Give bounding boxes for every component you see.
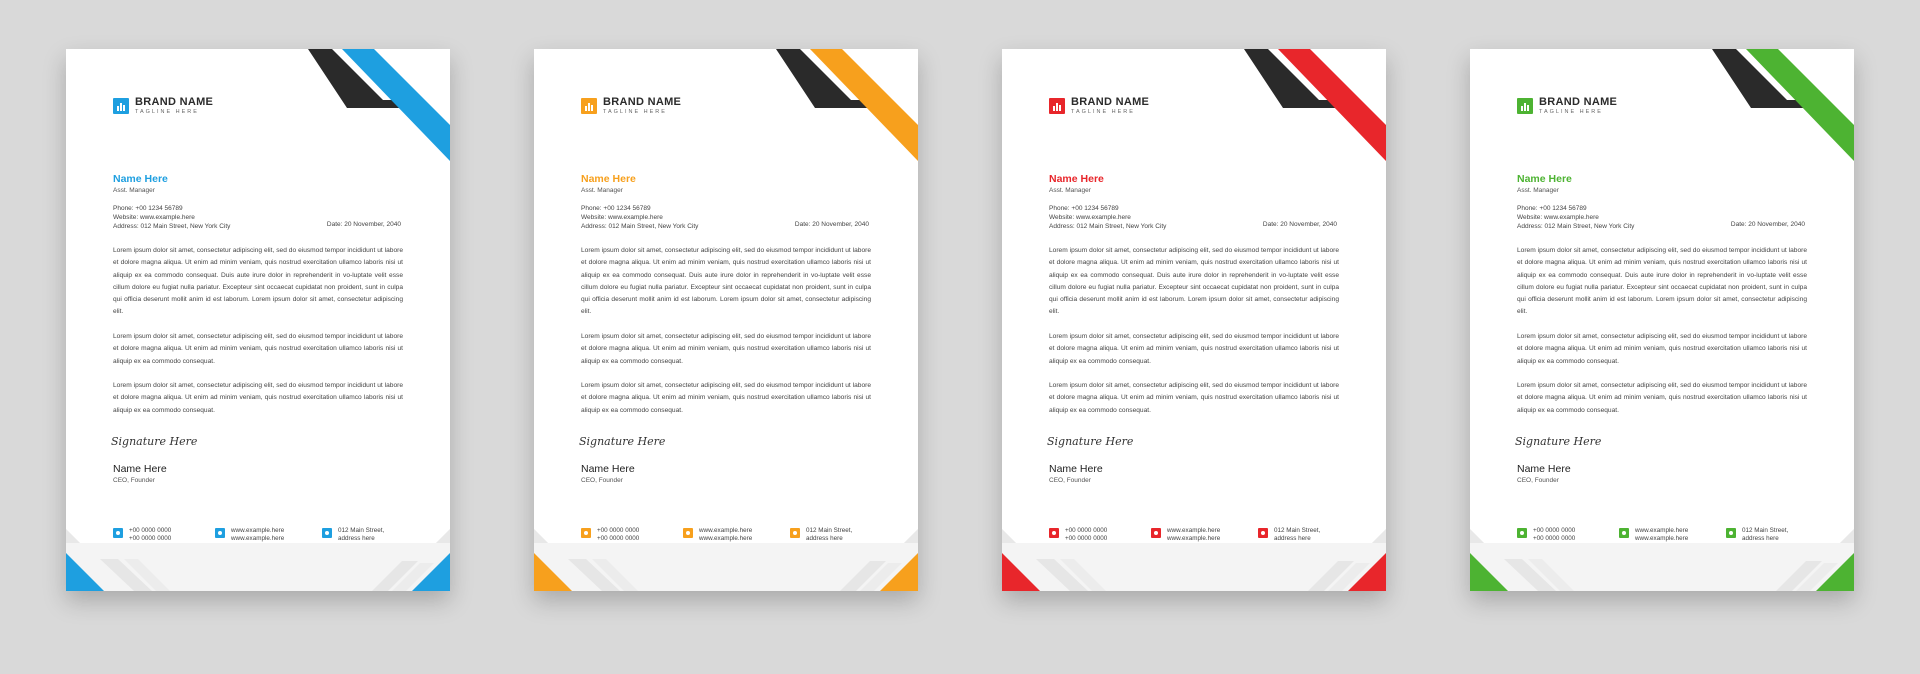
brand-block [581,97,681,116]
sender-website: Website: www.example.here [1517,214,1599,221]
signature-name: Name Here [1049,463,1103,475]
footer-web-2: www.example.here [1167,534,1221,542]
signature-role: CEO, Founder [1049,477,1091,484]
phone-icon [113,528,123,538]
sender-name: Name Here [1517,173,1572,185]
footer-web-1: www.example.here [1635,527,1689,534]
footer-phone [581,527,639,542]
footer-phone-1: +00 0000 0000 [597,527,640,534]
footer-address [1258,527,1320,542]
signature-script: Signature Here [1515,435,1602,448]
signature-role: CEO, Founder [113,477,155,484]
body-paragraph-2: Lorem ipsum dolor sit amet, consectetur adipiscing elit, sed do eiusmod tempor incididunt ut labore et dolore magna aliqua. Ut enim ad minim veniam, quis nostrud exercitation ullamco laboris nisi ut aliquip ex ea commodo consequat. [113,333,403,365]
sender-contact [1049,204,1166,231]
letter-date: Date: 20 November, 2040 [1262,221,1337,228]
footer-address-1: 012 Main Street, [1742,527,1789,534]
signature-role: CEO, Founder [581,477,623,484]
corner-decoration [290,49,450,164]
sender-website: Website: www.example.here [1049,214,1131,221]
brand-logo-icon [1049,98,1065,114]
body-paragraph-3: Lorem ipsum dolor sit amet, consectetur adipiscing elit, sed do eiusmod tempor incididunt ut labore et dolore magna aliqua. Ut enim ad minim veniam, quis nostrud exercitation ullamco laboris nisi ut aliquip ex ea commodo consequat. [1049,382,1339,414]
letter-date: Date: 20 November, 2040 [326,221,401,228]
letter-date: Date: 20 November, 2040 [794,221,869,228]
footer-phone-1: +00 0000 0000 [129,527,172,534]
footer-phone-2: +00 0000 0000 [597,534,640,542]
brand-name: BRAND NAME [1071,96,1150,108]
body-paragraph-2: Lorem ipsum dolor sit amet, consectetur adipiscing elit, sed do eiusmod tempor incididunt ut labore et dolore magna aliqua. Ut enim ad minim veniam, quis nostrud exercitation ullamco laboris nisi ut aliquip ex ea commodo consequat. [1517,333,1807,365]
footer-phone-1: +00 0000 0000 [1533,527,1576,534]
signature-script: Signature Here [579,435,666,448]
brand-tagline: TAGLINE HERE [135,109,199,115]
brand-name: BRAND NAME [603,96,682,108]
footer-address-2: address here [1742,534,1779,542]
footer-web-1: www.example.here [1167,527,1221,534]
footer-phone [113,527,171,542]
sender-phone: Phone: +00 1234 56789 [581,205,651,212]
sender-website: Website: www.example.here [581,214,663,221]
signature-name: Name Here [1517,463,1571,475]
footer-address-2: address here [1274,534,1311,542]
footer-web-2: www.example.here [699,534,753,542]
globe-icon [1151,528,1161,538]
footer-address [322,527,384,542]
globe-icon [683,528,693,538]
body-paragraph-1: Lorem ipsum dolor sit amet, consectetur adipiscing elit, sed do eiusmod tempor incididunt ut labore et dolore magna aliqua. Ut enim ad minim veniam, quis nostrud exercitation ullamco laboris nisi ut aliquip ex ea commodo consequat. Duis aute irure dolor in reprehenderit in vo-luptate velit esse cillum dolore eu fugiat nulla pariatur. Excepteur sint occaecat cupidatat non proident, sunt in culpa qui officia deserunt mollit anim id est laborum. Lorem ipsum dolor sit amet, consectetur adipiscing elit. [581,247,871,316]
corner-decoration [1694,49,1854,164]
location-pin-icon [790,528,800,538]
footer-address-1: 012 Main Street, [1274,527,1321,534]
footer-web-1: www.example.here [231,527,285,534]
footer-web-2: www.example.here [231,534,285,542]
footer-phone [1049,527,1107,542]
location-pin-icon [1726,528,1736,538]
footer-web [215,527,284,542]
phone-icon [1049,528,1059,538]
footer-phone [1517,527,1575,542]
sender-address: Address: 012 Main Street, New York City [1049,223,1167,230]
signature-role: CEO, Founder [1517,477,1559,484]
letterhead-page-3 [1002,49,1386,591]
signature-name: Name Here [113,463,167,475]
globe-icon [215,528,225,538]
sender-contact [1517,204,1634,231]
body-paragraph-2: Lorem ipsum dolor sit amet, consectetur adipiscing elit, sed do eiusmod tempor incididunt ut labore et dolore magna aliqua. Ut enim ad minim veniam, quis nostrud exercitation ullamco laboris nisi ut aliquip ex ea commodo consequat. [581,333,871,365]
footer-address [790,527,852,542]
signature-script: Signature Here [1047,435,1134,448]
globe-icon [1619,528,1629,538]
corner-decoration [1226,49,1386,164]
body-paragraph-3: Lorem ipsum dolor sit amet, consectetur adipiscing elit, sed do eiusmod tempor incididunt ut labore et dolore magna aliqua. Ut enim ad minim veniam, quis nostrud exercitation ullamco laboris nisi ut aliquip ex ea commodo consequat. [581,382,871,414]
brand-name: BRAND NAME [1539,96,1618,108]
brand-block [113,97,213,116]
brand-logo-icon [1517,98,1533,114]
footer-web-2: www.example.here [1635,534,1689,542]
sender-phone: Phone: +00 1234 56789 [1049,205,1119,212]
footer-address-1: 012 Main Street, [338,527,385,534]
footer-address-2: address here [806,534,843,542]
sender-contact [113,204,230,231]
footer-web [683,527,752,542]
footer-web-1: www.example.here [699,527,753,534]
body-paragraph-1: Lorem ipsum dolor sit amet, consectetur adipiscing elit, sed do eiusmod tempor incididunt ut labore et dolore magna aliqua. Ut enim ad minim veniam, quis nostrud exercitation ullamco laboris nisi ut aliquip ex ea commodo consequat. Duis aute irure dolor in reprehenderit in vo-luptate velit esse cillum dolore eu fugiat nulla pariatur. Excepteur sint occaecat cupidatat non proident, sunt in culpa qui officia deserunt mollit anim id est laborum. Lorem ipsum dolor sit amet, consectetur adipiscing elit. [113,247,403,316]
sender-role: Asst. Manager [1517,187,1559,194]
phone-icon [1517,528,1527,538]
sender-phone: Phone: +00 1234 56789 [1517,205,1587,212]
location-pin-icon [322,528,332,538]
sender-address: Address: 012 Main Street, New York City [113,223,231,230]
footer-address [1726,527,1788,542]
signature-script: Signature Here [111,435,198,448]
sender-website: Website: www.example.here [113,214,195,221]
sender-role: Asst. Manager [581,187,623,194]
sender-address: Address: 012 Main Street, New York City [1517,223,1635,230]
phone-icon [581,528,591,538]
footer-address-1: 012 Main Street, [806,527,853,534]
sender-role: Asst. Manager [1049,187,1091,194]
letterhead-page-2 [534,49,918,591]
sender-address: Address: 012 Main Street, New York City [581,223,699,230]
signature-name: Name Here [581,463,635,475]
footer-phone-1: +00 0000 0000 [1065,527,1108,534]
location-pin-icon [1258,528,1268,538]
brand-block [1517,97,1617,116]
brand-tagline: TAGLINE HERE [1539,109,1603,115]
footer-web [1151,527,1220,542]
body-paragraph-3: Lorem ipsum dolor sit amet, consectetur adipiscing elit, sed do eiusmod tempor incididunt ut labore et dolore magna aliqua. Ut enim ad minim veniam, quis nostrud exercitation ullamco laboris nisi ut aliquip ex ea commodo consequat. [1517,382,1807,414]
letterhead-page-1 [66,49,450,591]
footer-address-2: address here [338,534,375,542]
corner-decoration [758,49,918,164]
body-paragraph-1: Lorem ipsum dolor sit amet, consectetur adipiscing elit, sed do eiusmod tempor incididunt ut labore et dolore magna aliqua. Ut enim ad minim veniam, quis nostrud exercitation ullamco laboris nisi ut aliquip ex ea commodo consequat. Duis aute irure dolor in reprehenderit in vo-luptate velit esse cillum dolore eu fugiat nulla pariatur. Excepteur sint occaecat cupidatat non proident, sunt in culpa qui officia deserunt mollit anim id est laborum. Lorem ipsum dolor sit amet, consectetur adipiscing elit. [1049,247,1339,316]
brand-tagline: TAGLINE HERE [603,109,667,115]
brand-logo-icon [581,98,597,114]
footer-phone-2: +00 0000 0000 [1065,534,1108,542]
sender-name: Name Here [113,173,168,185]
footer-phone-2: +00 0000 0000 [129,534,172,542]
body-paragraph-3: Lorem ipsum dolor sit amet, consectetur adipiscing elit, sed do eiusmod tempor incididunt ut labore et dolore magna aliqua. Ut enim ad minim veniam, quis nostrud exercitation ullamco laboris nisi ut aliquip ex ea commodo consequat. [113,382,403,414]
sender-name: Name Here [1049,173,1104,185]
sender-contact [581,204,698,231]
brand-block [1049,97,1149,116]
brand-tagline: TAGLINE HERE [1071,109,1135,115]
footer-web [1619,527,1688,542]
letter-date: Date: 20 November, 2040 [1730,221,1805,228]
body-paragraph-2: Lorem ipsum dolor sit amet, consectetur adipiscing elit, sed do eiusmod tempor incididunt ut labore et dolore magna aliqua. Ut enim ad minim veniam, quis nostrud exercitation ullamco laboris nisi ut aliquip ex ea commodo consequat. [1049,333,1339,365]
body-paragraph-1: Lorem ipsum dolor sit amet, consectetur adipiscing elit, sed do eiusmod tempor incididunt ut labore et dolore magna aliqua. Ut enim ad minim veniam, quis nostrud exercitation ullamco laboris nisi ut aliquip ex ea commodo consequat. Duis aute irure dolor in reprehenderit in vo-luptate velit esse cillum dolore eu fugiat nulla pariatur. Excepteur sint occaecat cupidatat non proident, sunt in culpa qui officia deserunt mollit anim id est laborum. Lorem ipsum dolor sit amet, consectetur adipiscing elit. [1517,247,1807,316]
brand-name: BRAND NAME [135,96,214,108]
sender-phone: Phone: +00 1234 56789 [113,205,183,212]
sender-name: Name Here [581,173,636,185]
letterhead-page-4 [1470,49,1854,591]
footer-phone-2: +00 0000 0000 [1533,534,1576,542]
brand-logo-icon [113,98,129,114]
sender-role: Asst. Manager [113,187,155,194]
